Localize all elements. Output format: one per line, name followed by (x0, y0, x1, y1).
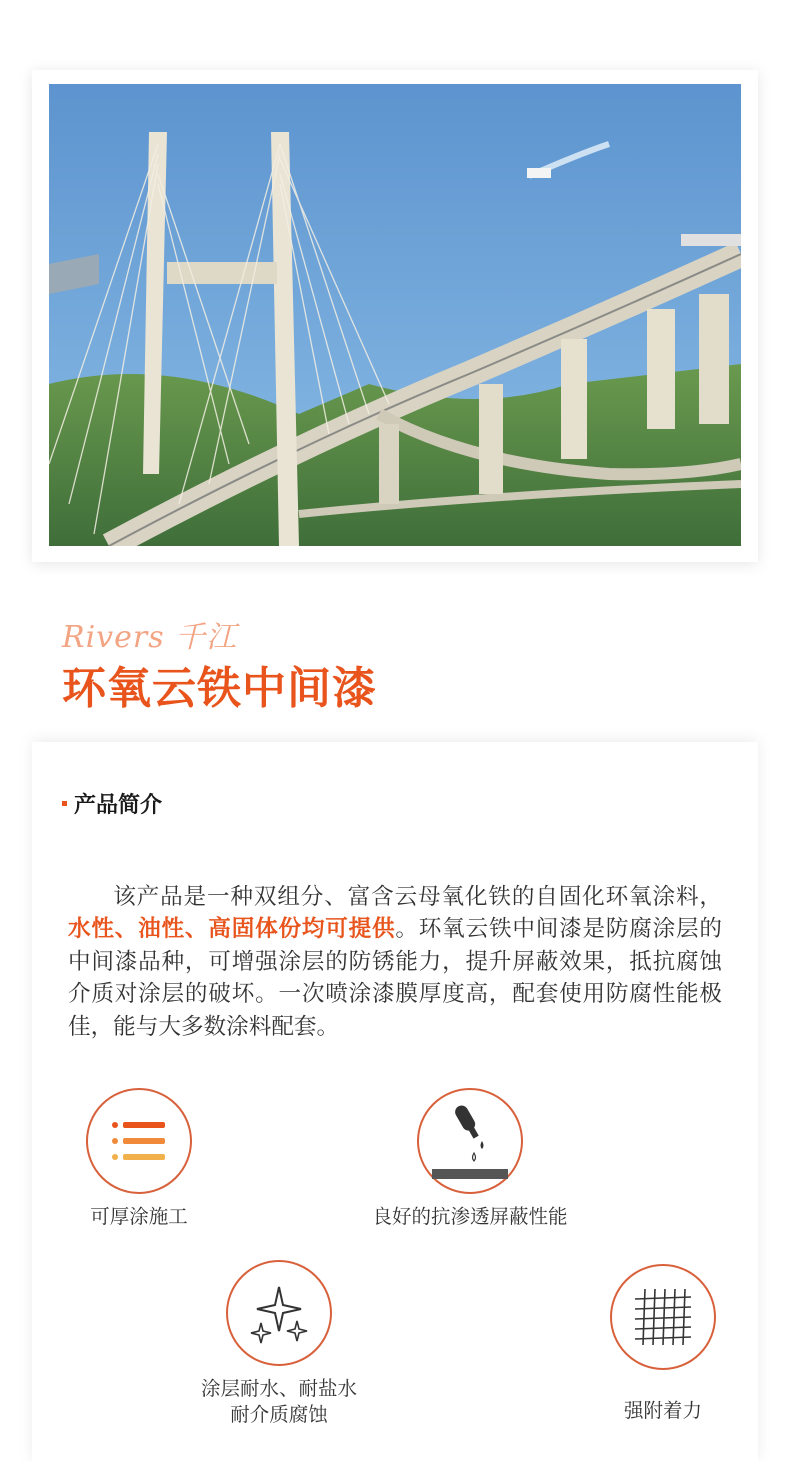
sparkles-icon (247, 1281, 311, 1345)
product-title: 环氧云铁中间漆 (62, 663, 377, 714)
feature-adhesion (608, 1264, 718, 1424)
hero-card (32, 70, 758, 562)
hero-image (49, 84, 741, 546)
feature-label: 强附着力 (623, 1399, 702, 1422)
feature-water-resistance (188, 1260, 370, 1428)
section-title: 产品简介 (74, 793, 163, 818)
feature-label-line2: 耐介质腐蚀 (230, 1403, 328, 1426)
feature-label: 可厚涂施工 (90, 1205, 188, 1228)
description-highlight: 水性、油性、高固体份均可提供 (68, 916, 396, 943)
feature-barrier (350, 1088, 590, 1230)
description-text-after: 。环氧云铁中间漆是防腐涂层的中间漆品种，可增强涂层的防锈能力，提升屏蔽效果，抵抗腐蚀介质对涂层的破坏。一次喷涂漆膜厚度高，配套使用防腐性能极佳，能与大多数涂料配套。 (68, 916, 723, 1040)
brand-logo-script: Rivers 千江 (62, 620, 238, 655)
feature-label: 良好的抗渗透屏蔽性能 (372, 1205, 568, 1228)
product-description (68, 881, 722, 1044)
intro-card (32, 742, 758, 1462)
feature-thick-coating (84, 1088, 194, 1230)
dropper-icon (428, 1101, 512, 1181)
feature-label (188, 1376, 370, 1428)
heading-bullet-icon (62, 801, 67, 806)
grid-icon (631, 1285, 695, 1349)
feature-label-line1: 涂层耐水、耐盐水 (200, 1377, 357, 1400)
section-heading (62, 788, 162, 819)
description-text-before: 该产品是一种双组分、富含云母氧化铁的自固化环氧涂料， (113, 883, 722, 910)
layers-list-icon (109, 1117, 169, 1165)
